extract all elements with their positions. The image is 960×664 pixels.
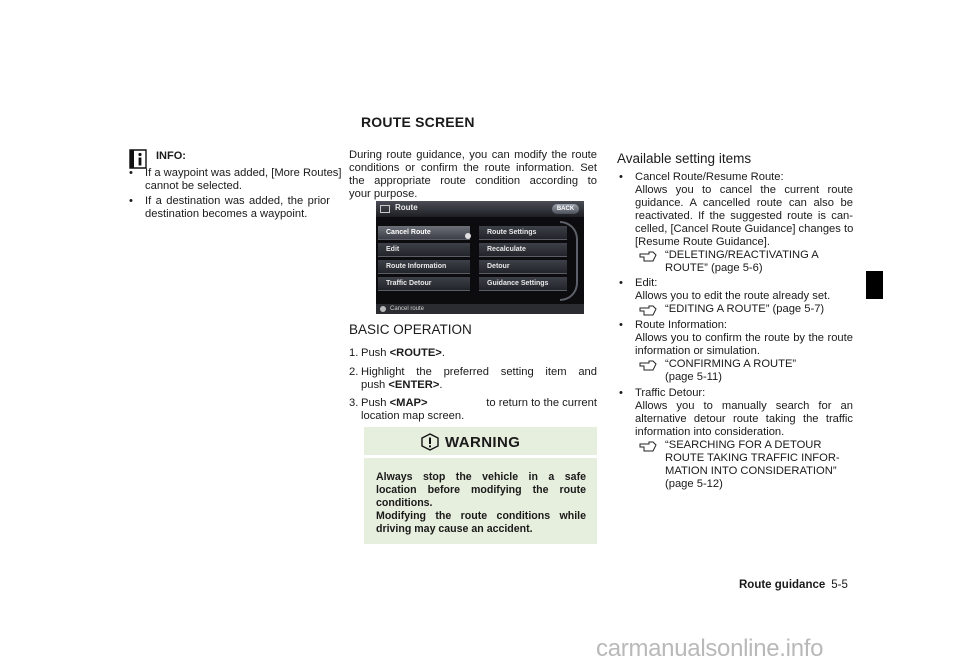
reference-line: “EDITING A ROUTE” (page 5-7) (665, 303, 825, 315)
item-title: Traffic Detour: (635, 387, 706, 399)
reference-line: MATION INTO CONSIDERATION” (665, 465, 837, 477)
step-text: to return to the current (486, 397, 597, 409)
nav-button-route-information: Route Information (378, 260, 470, 274)
available-heading: Available setting items (617, 151, 752, 166)
bullet-dot: • (619, 277, 623, 289)
warning-line: Modifying the route conditions while (376, 510, 586, 522)
info-line: cannot be selected. (145, 180, 243, 192)
warning-line: driving may cause an accident. (376, 523, 533, 535)
info-line: If a waypoint was added, [More Routes] (145, 167, 342, 179)
reference-hand-icon (639, 360, 657, 371)
reference-line: “CONFIRMING A ROUTE” (665, 358, 797, 370)
reference-line: “SEARCHING FOR A DETOUR (665, 439, 822, 451)
route-screen-image (376, 201, 584, 314)
bullet-dot: • (129, 195, 133, 207)
item-title: Edit: (635, 277, 658, 289)
intro-line: conditions or confirm the route information. Set (349, 162, 597, 174)
nav-button-route-settings: Route Settings (479, 226, 567, 240)
bullet-dot: • (129, 167, 133, 179)
page-reference (635, 303, 853, 316)
item-line: [Resume Route Guidance]. (635, 236, 770, 248)
page-footer (739, 579, 848, 591)
step-text: Push (361, 347, 390, 359)
page-number: 5-5 (831, 579, 848, 591)
bullet-dot: • (619, 387, 623, 399)
warning-icon (421, 433, 439, 451)
nav-button-recalculate: Recalculate (479, 243, 567, 257)
nav-title: Route (395, 203, 418, 212)
bullet-dot: • (619, 319, 623, 331)
key-route: <ROUTE> (389, 347, 442, 359)
item-line: alternative detour route taking the traffic (635, 413, 853, 425)
item-line: information or simulation. (635, 345, 760, 357)
status-info-icon (380, 306, 386, 312)
reference-hand-icon (639, 305, 657, 316)
info-line: destination becomes a waypoint. (145, 208, 308, 220)
nav-button-cancel-route: Cancel Route (378, 226, 470, 240)
intro-line: the appropriate route condition according to (349, 175, 597, 187)
intro-line: your purpose. (349, 188, 418, 200)
item-line: celled, [Cancel Route Guidance] changes to (635, 223, 854, 235)
reference-line: (page 5-11) (665, 371, 723, 383)
nav-button-edit: Edit (378, 243, 470, 257)
watermark: carmanualsonline.info (596, 635, 824, 662)
item-title: Cancel Route/Resume Route: (635, 171, 784, 183)
page-reference (635, 249, 853, 275)
info-line: If a destination was added, the prior (145, 195, 330, 207)
warning-line: location before modifying the route (376, 484, 586, 496)
warning-header (364, 427, 597, 455)
nav-button-traffic-detour: Traffic Detour (378, 277, 470, 291)
step-text: location map screen. (361, 410, 465, 422)
info-label: INFO: (156, 150, 186, 162)
nav-header (376, 201, 584, 217)
reference-line: “DELETING/REACTIVATING A (665, 249, 819, 261)
route-icon (380, 205, 390, 213)
warning-body (364, 458, 597, 544)
item-line: Allows you to edit the route already set. (635, 290, 831, 302)
reference-line: ROUTE” (page 5-6) (665, 262, 763, 274)
item-line: guidance. A cancelled route can also be (635, 197, 853, 209)
scroll-arc (560, 221, 578, 301)
warning-title: WARNING (445, 434, 521, 451)
item-line: Allows you to cancel the current route (635, 184, 853, 196)
key-map: <MAP> (389, 397, 428, 409)
warning-line: Always stop the vehicle in a safe (376, 471, 586, 483)
intro-paragraph (349, 149, 597, 201)
intro-line: During route guidance, you can modify the route (349, 149, 597, 161)
footer-label: Route guidance (739, 579, 826, 591)
basic-operation-heading: BASIC OPERATION (349, 322, 472, 337)
section-title: ROUTE SCREEN (361, 114, 475, 130)
nav-status-text: Cancel route (390, 306, 425, 312)
chapter-tab (866, 271, 883, 299)
reference-line: (page 5-12) (665, 478, 723, 490)
item-line: information into consideration. (635, 426, 785, 438)
key-enter: <ENTER> (388, 379, 440, 391)
back-button: BACK (552, 204, 579, 214)
nav-status-bar (376, 304, 584, 314)
item-line: Allows you to manually search for an (635, 400, 853, 412)
step-text: Push (361, 397, 390, 409)
nav-button-detour: Detour (479, 260, 567, 274)
item-line: reactivated. If the suggested route is can- (635, 210, 853, 222)
page-reference (635, 358, 853, 384)
step-number: 3. (349, 397, 359, 409)
item-line: Allows you to confirm the route by the route (635, 332, 853, 344)
page-reference (635, 439, 853, 491)
step-text: Highlight the preferred setting item and (361, 366, 597, 378)
step-text: . (439, 379, 443, 391)
step-text: . (441, 347, 445, 359)
bullet-dot: • (619, 171, 623, 183)
step-number: 2. (349, 366, 359, 378)
item-title: Route Information: (635, 319, 728, 331)
selection-dot-icon (465, 233, 471, 239)
warning-line: conditions. (376, 497, 433, 509)
reference-line: ROUTE TAKING TRAFFIC INFOR- (665, 452, 840, 464)
step-text: push (361, 379, 389, 391)
reference-hand-icon (639, 251, 657, 262)
step-number: 1. (349, 347, 359, 359)
reference-hand-icon (639, 441, 657, 452)
nav-button-guidance-settings: Guidance Settings (479, 277, 567, 291)
